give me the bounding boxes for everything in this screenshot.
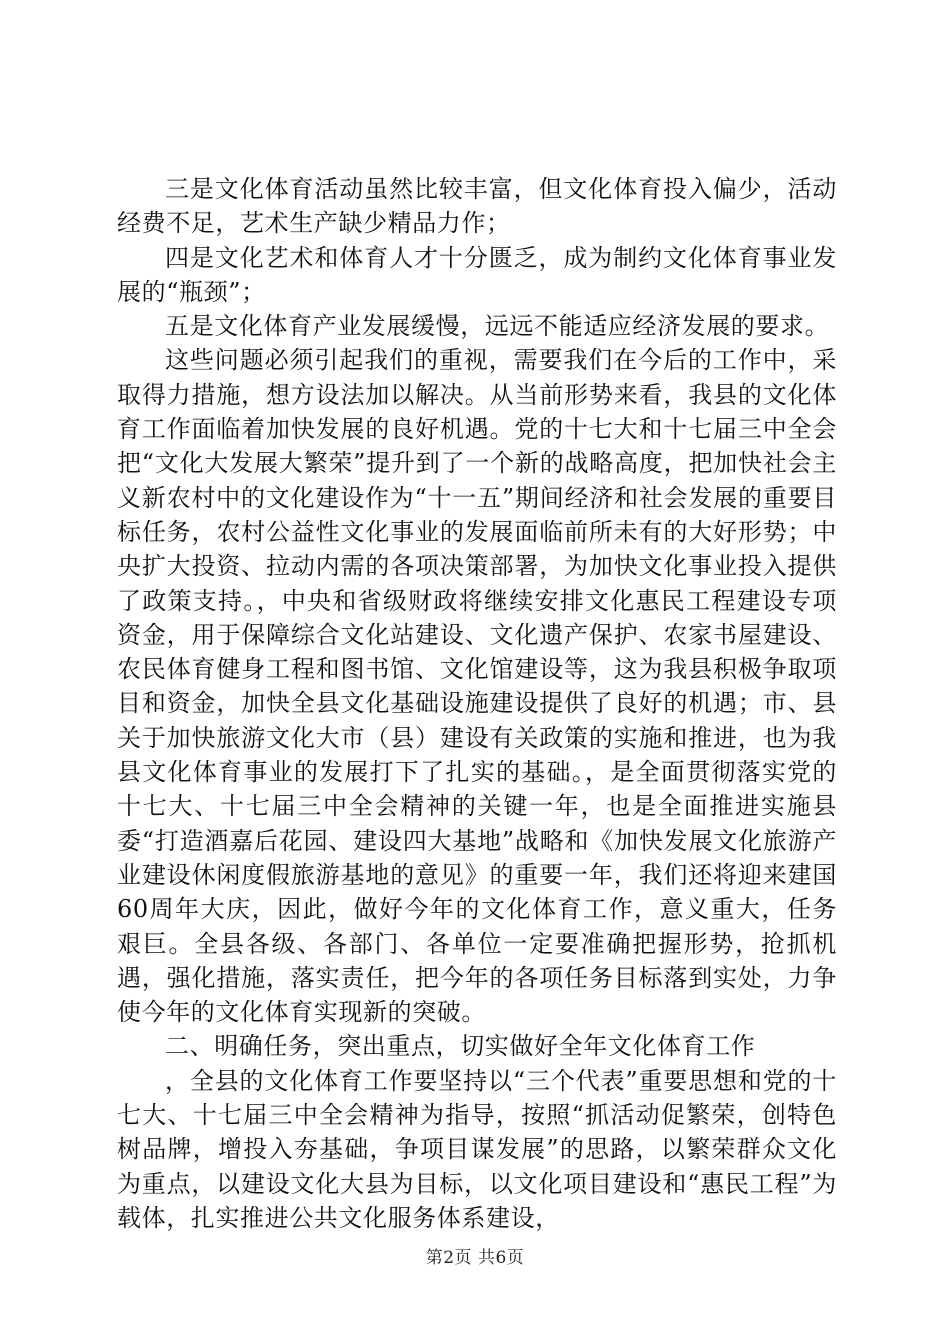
paragraph-point-three: 三是文化体育活动虽然比较丰富，但文化体育投入偏少，活动经费不足，艺术生产缺少精品力作； [117, 175, 837, 238]
paragraph-point-five: 五是文化体育产业发展缓慢，远远不能适应经济发展的要求。 [165, 312, 830, 341]
document-body [117, 172, 837, 1235]
paragraph-situation-analysis: 这些问题必须引起我们的重视，需要我们在今后的工作中，采取得力措施，想方设法加以解决。从当前形势来看，我县的文化体育工作面临着加快发展的良好机遇。党的十七大和十七届三中全会把“文化大发展大繁荣”提升到了一个新的战略高度，把加快社会主义新农村中的文化建设作为“十一五”期间经济和社会发展的重要目标任务，农村公益性文化事业的发展面临前所未有的大好形势；中央扩大投资、拉动内需的各项决策部署，为加快文化事业投入提供了政策支持。，中央和省级财政将继续安排文化惠民工程建设专项资金，用于保障综合文化站建设、文化遗产保护、农家书屋建设、农民体育健身工程和图书馆、文化馆建设等，这为我县积极争取项目和资金，加快全县文化基础设施建设提供了良好的机遇；市、县关于加快旅游文化大市（县）建设有关政策的实施和推进，也为我县文化体育事业的发展打下了扎实的基础。，是全面贯彻落实党的十七大、十七届三中全会精神的关键一年，也是全面推进实施县委“打造酒嘉后花园、建设四大基地”战略和《加快发展文化旅游产业建设休闲度假旅游基地的意见》的重要一年，我们还将迎来建国60周年大庆，因此，做好今年的文化体育工作，意义重大，任务艰巨。全县各级、各部门、各单位一定要准确把握形势，抢抓机遇，强化措施，落实责任，把今年的各项任务目标落到实处，力争使今年的文化体育实现新的突破。 [117, 346, 837, 1027]
page-number-footer: 第2页 共6页 [425, 1248, 525, 1268]
paragraph-point-four: 四是文化艺术和体育人才十分匮乏，成为制约文化体育事业发展的“瓶颈”； [117, 243, 837, 306]
paragraph-guiding-principles: ，全县的文化体育工作要坚持以“三个代表”重要思想和党的十七大、十七届三中全会精神为指导，按照“抓活动促繁荣，创特色树品牌，增投入夯基础，争项目谋发展”的思路，以繁荣群众文化为重点，以建设文化大县为目标，以文化项目建设和“惠民工程”为载体，扎实推进公共文化服务体系建设， [117, 1066, 837, 1232]
section-heading-two: 二、明确任务，突出重点，切实做好全年文化体育工作 [165, 1032, 756, 1061]
